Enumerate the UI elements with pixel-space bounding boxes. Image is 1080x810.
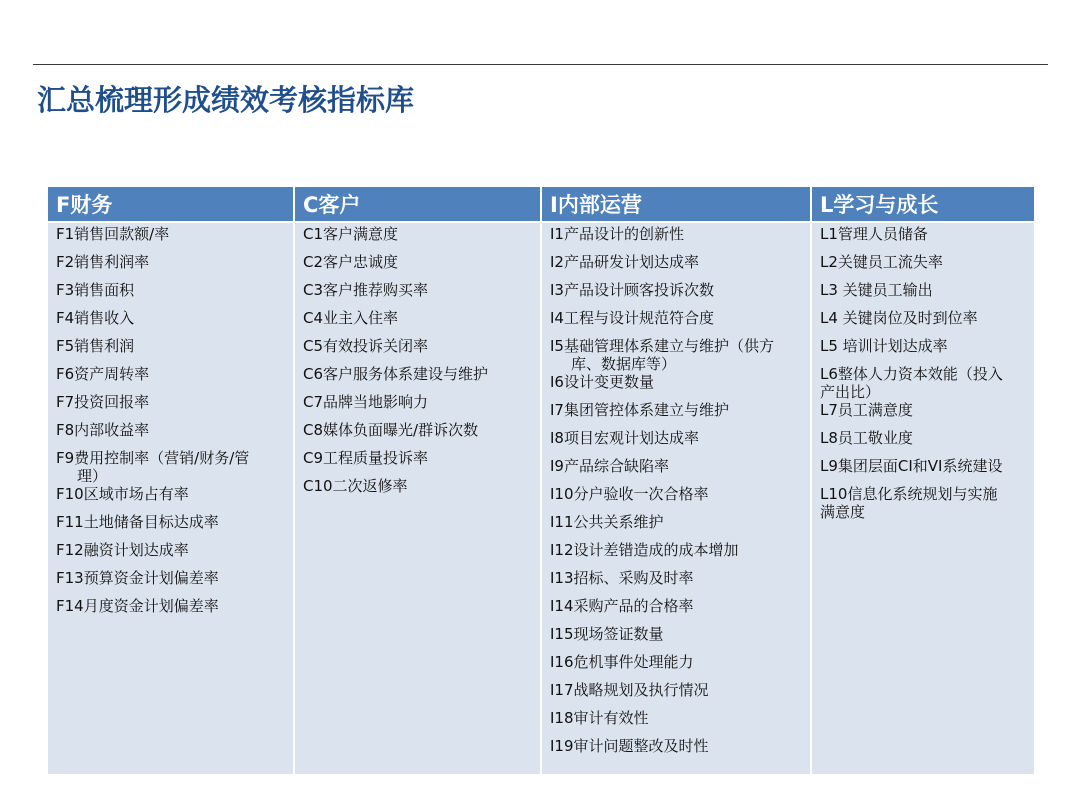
kpi-item-text: I12设计差错造成的成本增加 [550, 541, 739, 559]
kpi-item-text: L2关键员工流失率 [820, 253, 943, 271]
kpi-item [56, 225, 285, 253]
kpi-item-text: L1管理人员储备 [820, 225, 928, 243]
kpi-item-text: I5基础管理体系建立与维护（供方 [550, 337, 774, 355]
kpi-item [303, 477, 532, 505]
kpi-item-text-continued: 库、数据库等） [571, 355, 677, 373]
kpi-item [303, 309, 532, 337]
kpi-item-text: C6客户服务体系建设与维护 [303, 365, 489, 383]
kpi-item [550, 309, 802, 337]
kpi-item [56, 485, 285, 513]
kpi-item-text: L8员工敬业度 [820, 429, 913, 447]
kpi-item [820, 457, 1026, 485]
kpi-item-text: I10分户验收一次合格率 [550, 485, 709, 503]
kpi-item-text: C7品牌当地影响力 [303, 393, 429, 411]
kpi-item-text: F10区域市场占有率 [56, 485, 189, 503]
kpi-item-text: I3产品设计顾客投诉次数 [550, 281, 714, 299]
kpi-item-text: I2产品研发计划达成率 [550, 253, 699, 271]
kpi-item [303, 337, 532, 365]
kpi-item-text-continued: 理） [77, 467, 108, 485]
kpi-item [550, 653, 802, 681]
top-divider [33, 64, 1048, 65]
kpi-item-text: L5 培训计划达成率 [820, 337, 948, 355]
kpi-item-text: L6整体人力资本效能（投入 [820, 365, 1003, 383]
kpi-item-text: L9集团层面CI和VI系统建设 [820, 457, 1003, 475]
kpi-item-text: C5有效投诉关闭率 [303, 337, 429, 355]
kpi-item-text: L3 关键员工输出 [820, 281, 933, 299]
kpi-item-text: I19审计问题整改及时性 [550, 737, 709, 755]
kpi-item [56, 541, 285, 569]
column-body-internal-operations [542, 223, 810, 774]
kpi-item [303, 225, 532, 253]
kpi-item [550, 485, 802, 513]
kpi-item-text: I13招标、采购及时率 [550, 569, 694, 587]
kpi-item-text: I4工程与设计规范符合度 [550, 309, 714, 327]
kpi-item-text: L10信息化系统规划与实施 [820, 485, 998, 503]
kpi-item [56, 569, 285, 597]
kpi-item-text: F2销售利润率 [56, 253, 150, 271]
kpi-item [550, 737, 802, 765]
kpi-item-text: F12融资计划达成率 [56, 541, 189, 559]
kpi-item [550, 457, 802, 485]
kpi-item [820, 309, 1026, 337]
kpi-item-text: I8项目宏观计划达成率 [550, 429, 699, 447]
kpi-item [820, 337, 1026, 365]
kpi-item [550, 429, 802, 457]
kpi-item-text: I6设计变更数量 [550, 373, 654, 391]
kpi-item-text: F4销售收入 [56, 309, 135, 327]
column-learning-growth [812, 187, 1034, 774]
kpi-item [56, 309, 285, 337]
kpi-table [48, 187, 1036, 774]
column-header-learning-growth: L学习与成长 [812, 187, 1034, 221]
kpi-item [56, 365, 285, 393]
kpi-item [56, 281, 285, 309]
kpi-item [550, 709, 802, 737]
kpi-item [550, 541, 802, 569]
kpi-item-text: F8内部收益率 [56, 421, 150, 439]
kpi-item [820, 429, 1026, 457]
kpi-item-text-continued: 满意度 [820, 503, 866, 521]
kpi-item-text: I1产品设计的创新性 [550, 225, 684, 243]
kpi-item-text: F9费用控制率（营销/财务/管 [56, 449, 250, 467]
column-header-customer: C客户 [295, 187, 540, 221]
kpi-item-text: F5销售利润 [56, 337, 135, 355]
column-customer [295, 187, 540, 774]
column-body-customer [295, 223, 540, 774]
kpi-item-text: L4 关键岗位及时到位率 [820, 309, 978, 327]
kpi-item [550, 513, 802, 541]
kpi-item [820, 485, 1026, 521]
kpi-item [550, 373, 802, 401]
kpi-item [303, 281, 532, 309]
column-body-learning-growth [812, 223, 1034, 774]
kpi-item-text: I9产品综合缺陷率 [550, 457, 669, 475]
kpi-item-text: I17战略规划及执行情况 [550, 681, 709, 699]
kpi-item-text: I7集团管控体系建立与维护 [550, 401, 729, 419]
kpi-item [56, 253, 285, 281]
kpi-item-text: F3销售面积 [56, 281, 135, 299]
kpi-item [820, 281, 1026, 309]
kpi-item [303, 421, 532, 449]
kpi-item-text: L7员工满意度 [820, 401, 913, 419]
kpi-item-text: F14月度资金计划偏差率 [56, 597, 219, 615]
kpi-item [550, 569, 802, 597]
kpi-item-text: C2客户忠诚度 [303, 253, 399, 271]
kpi-item [550, 281, 802, 309]
page-title: 汇总梳理形成绩效考核指标库 [37, 83, 415, 117]
kpi-item [303, 365, 532, 393]
kpi-item-text: F13预算资金计划偏差率 [56, 569, 219, 587]
kpi-item [56, 597, 285, 625]
kpi-item [820, 225, 1026, 253]
kpi-item [550, 337, 802, 373]
kpi-item-text: C3客户推荐购买率 [303, 281, 429, 299]
kpi-item [56, 421, 285, 449]
column-header-internal-operations: I内部运营 [542, 187, 810, 221]
kpi-item [820, 253, 1026, 281]
column-header-finance: F财务 [48, 187, 293, 221]
kpi-item [56, 337, 285, 365]
kpi-item [303, 449, 532, 477]
kpi-item-text: C8媒体负面曝光/群诉次数 [303, 421, 479, 439]
kpi-item-text: I18审计有效性 [550, 709, 649, 727]
kpi-item [550, 625, 802, 653]
kpi-item-text: I15现场签证数量 [550, 625, 664, 643]
kpi-item [56, 393, 285, 421]
kpi-item-text: C1客户满意度 [303, 225, 399, 243]
kpi-item [550, 225, 802, 253]
kpi-item-text: C9工程质量投诉率 [303, 449, 429, 467]
kpi-item-text: I16危机事件处理能力 [550, 653, 694, 671]
kpi-item [820, 401, 1026, 429]
kpi-item [550, 401, 802, 429]
kpi-item-text: F7投资回报率 [56, 393, 150, 411]
kpi-item [820, 365, 1026, 401]
column-internal-operations [542, 187, 810, 774]
kpi-item [303, 253, 532, 281]
kpi-item-text: C10二次返修率 [303, 477, 408, 495]
kpi-item-text: F6资产周转率 [56, 365, 150, 383]
kpi-item [550, 681, 802, 709]
column-finance [48, 187, 293, 774]
kpi-item-text: I14采购产品的合格率 [550, 597, 694, 615]
column-body-finance [48, 223, 293, 774]
kpi-item-text: I11公共关系维护 [550, 513, 664, 531]
kpi-item-text-continued: 产出比） [820, 383, 881, 401]
kpi-item [550, 253, 802, 281]
kpi-item [550, 597, 802, 625]
kpi-item-text: F11土地储备目标达成率 [56, 513, 219, 531]
kpi-item-text: C4业主入住率 [303, 309, 399, 327]
kpi-item [303, 393, 532, 421]
kpi-item [56, 513, 285, 541]
kpi-item-text: F1销售回款额/率 [56, 225, 170, 243]
kpi-item [56, 449, 285, 485]
